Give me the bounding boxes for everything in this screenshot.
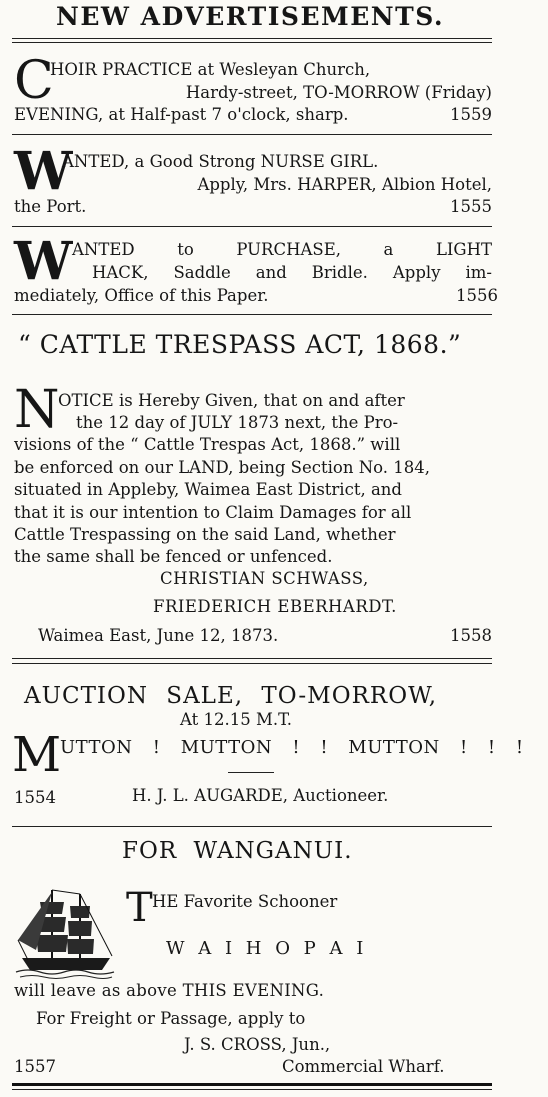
signer-name: CHRISTIAN SCHWASS, — [160, 569, 369, 588]
ad-line: HOIR PRACTICE at Wesleyan Church, — [50, 60, 371, 79]
ad-line: mediately, Office of this Paper. — [14, 286, 269, 305]
short-rule — [228, 772, 274, 773]
sailing-ship-icon — [14, 880, 116, 982]
ad-line: Apply, Mrs. HARPER, Albion Hotel, — [197, 175, 492, 194]
ad-title: FOR WANGANUI. — [122, 838, 353, 864]
ad-number: 1559 — [450, 105, 492, 124]
drop-cap: W — [14, 231, 73, 292]
drop-cap: M — [12, 727, 62, 783]
ad-line: will leave as above THIS EVENING. — [14, 981, 325, 1000]
rule — [12, 314, 492, 315]
drop-cap: W — [14, 141, 73, 202]
ad-title: AUCTION SALE, TO-MORROW, — [24, 683, 437, 709]
rule — [12, 663, 492, 664]
section-title: NEW ADVERTISEMENTS. — [56, 2, 445, 31]
schooner-name: W A I H O P A I — [166, 938, 368, 959]
ad-line: OTICE is Hereby Given, that on and after — [58, 391, 405, 410]
ad-line: the same shall be fenced or unfenced. — [14, 547, 333, 566]
ad-line: be enforced on our LAND, being Section No. 184, — [14, 458, 431, 477]
drop-cap: T — [126, 885, 153, 931]
rule — [12, 826, 492, 827]
auction-time: At 12.15 M.T. — [180, 710, 292, 729]
ad-line: Hardy-street, TO-MORROW (Friday) — [185, 83, 492, 102]
place-date: Waimea East, June 12, 1873. — [38, 626, 279, 645]
rule — [12, 38, 492, 39]
ad-line: Cattle Trespassing on the said Land, whether — [14, 525, 396, 544]
wharf-name: Commercial Wharf. — [282, 1057, 445, 1076]
ad-line: that it is our intention to Claim Damages for all — [14, 503, 412, 522]
ad-line: ANTED, a Good Strong NURSE GIRL. — [62, 152, 379, 171]
ad-line: visions of the “ Cattle Trespas Act, 1868.” will — [14, 435, 401, 454]
ad-number: 1555 — [450, 197, 492, 216]
auctioneer-name: H. J. L. AUGARDE, Auctioneer. — [132, 786, 389, 805]
ad-line: situated in Appleby, Waimea East District, and — [14, 480, 402, 499]
ad-number: 1558 — [450, 626, 492, 645]
sailing-ship-icon — [14, 880, 116, 982]
rule — [12, 226, 492, 227]
agent-name: J. S. CROSS, Jun., — [184, 1035, 331, 1054]
rule — [12, 134, 492, 135]
drop-cap: C — [14, 51, 54, 111]
signer-name: FRIEDERICH EBERHARDT. — [153, 597, 397, 616]
ad-title: “ CATTLE TRESPASS ACT, 1868.” — [18, 330, 462, 359]
ad-number: 1557 — [14, 1057, 56, 1076]
drop-cap: N — [14, 380, 60, 440]
rule — [12, 1083, 492, 1086]
rule — [12, 658, 492, 659]
ad-line: HE Favorite Schooner — [152, 892, 338, 911]
ad-line: EVENING, at Half-past 7 o'clock, sharp. — [14, 105, 349, 124]
ad-line: ANTED to PURCHASE, a LIGHT — [72, 240, 492, 259]
ad-line: the Port. — [14, 197, 87, 216]
ad-number: 1554 — [14, 788, 56, 807]
ad-line: the 12 day of JULY 1873 next, the Pro- — [76, 413, 399, 432]
rule — [12, 42, 492, 43]
ad-line: For Freight or Passage, apply to — [36, 1009, 306, 1028]
rule — [12, 1089, 492, 1090]
ad-number: 1556 — [456, 286, 498, 305]
mutton-line: UTTON ! MUTTON ! ! MUTTON ! ! ! — [60, 737, 524, 758]
ad-line: HACK, Saddle and Bridle. Apply im- — [92, 263, 492, 282]
